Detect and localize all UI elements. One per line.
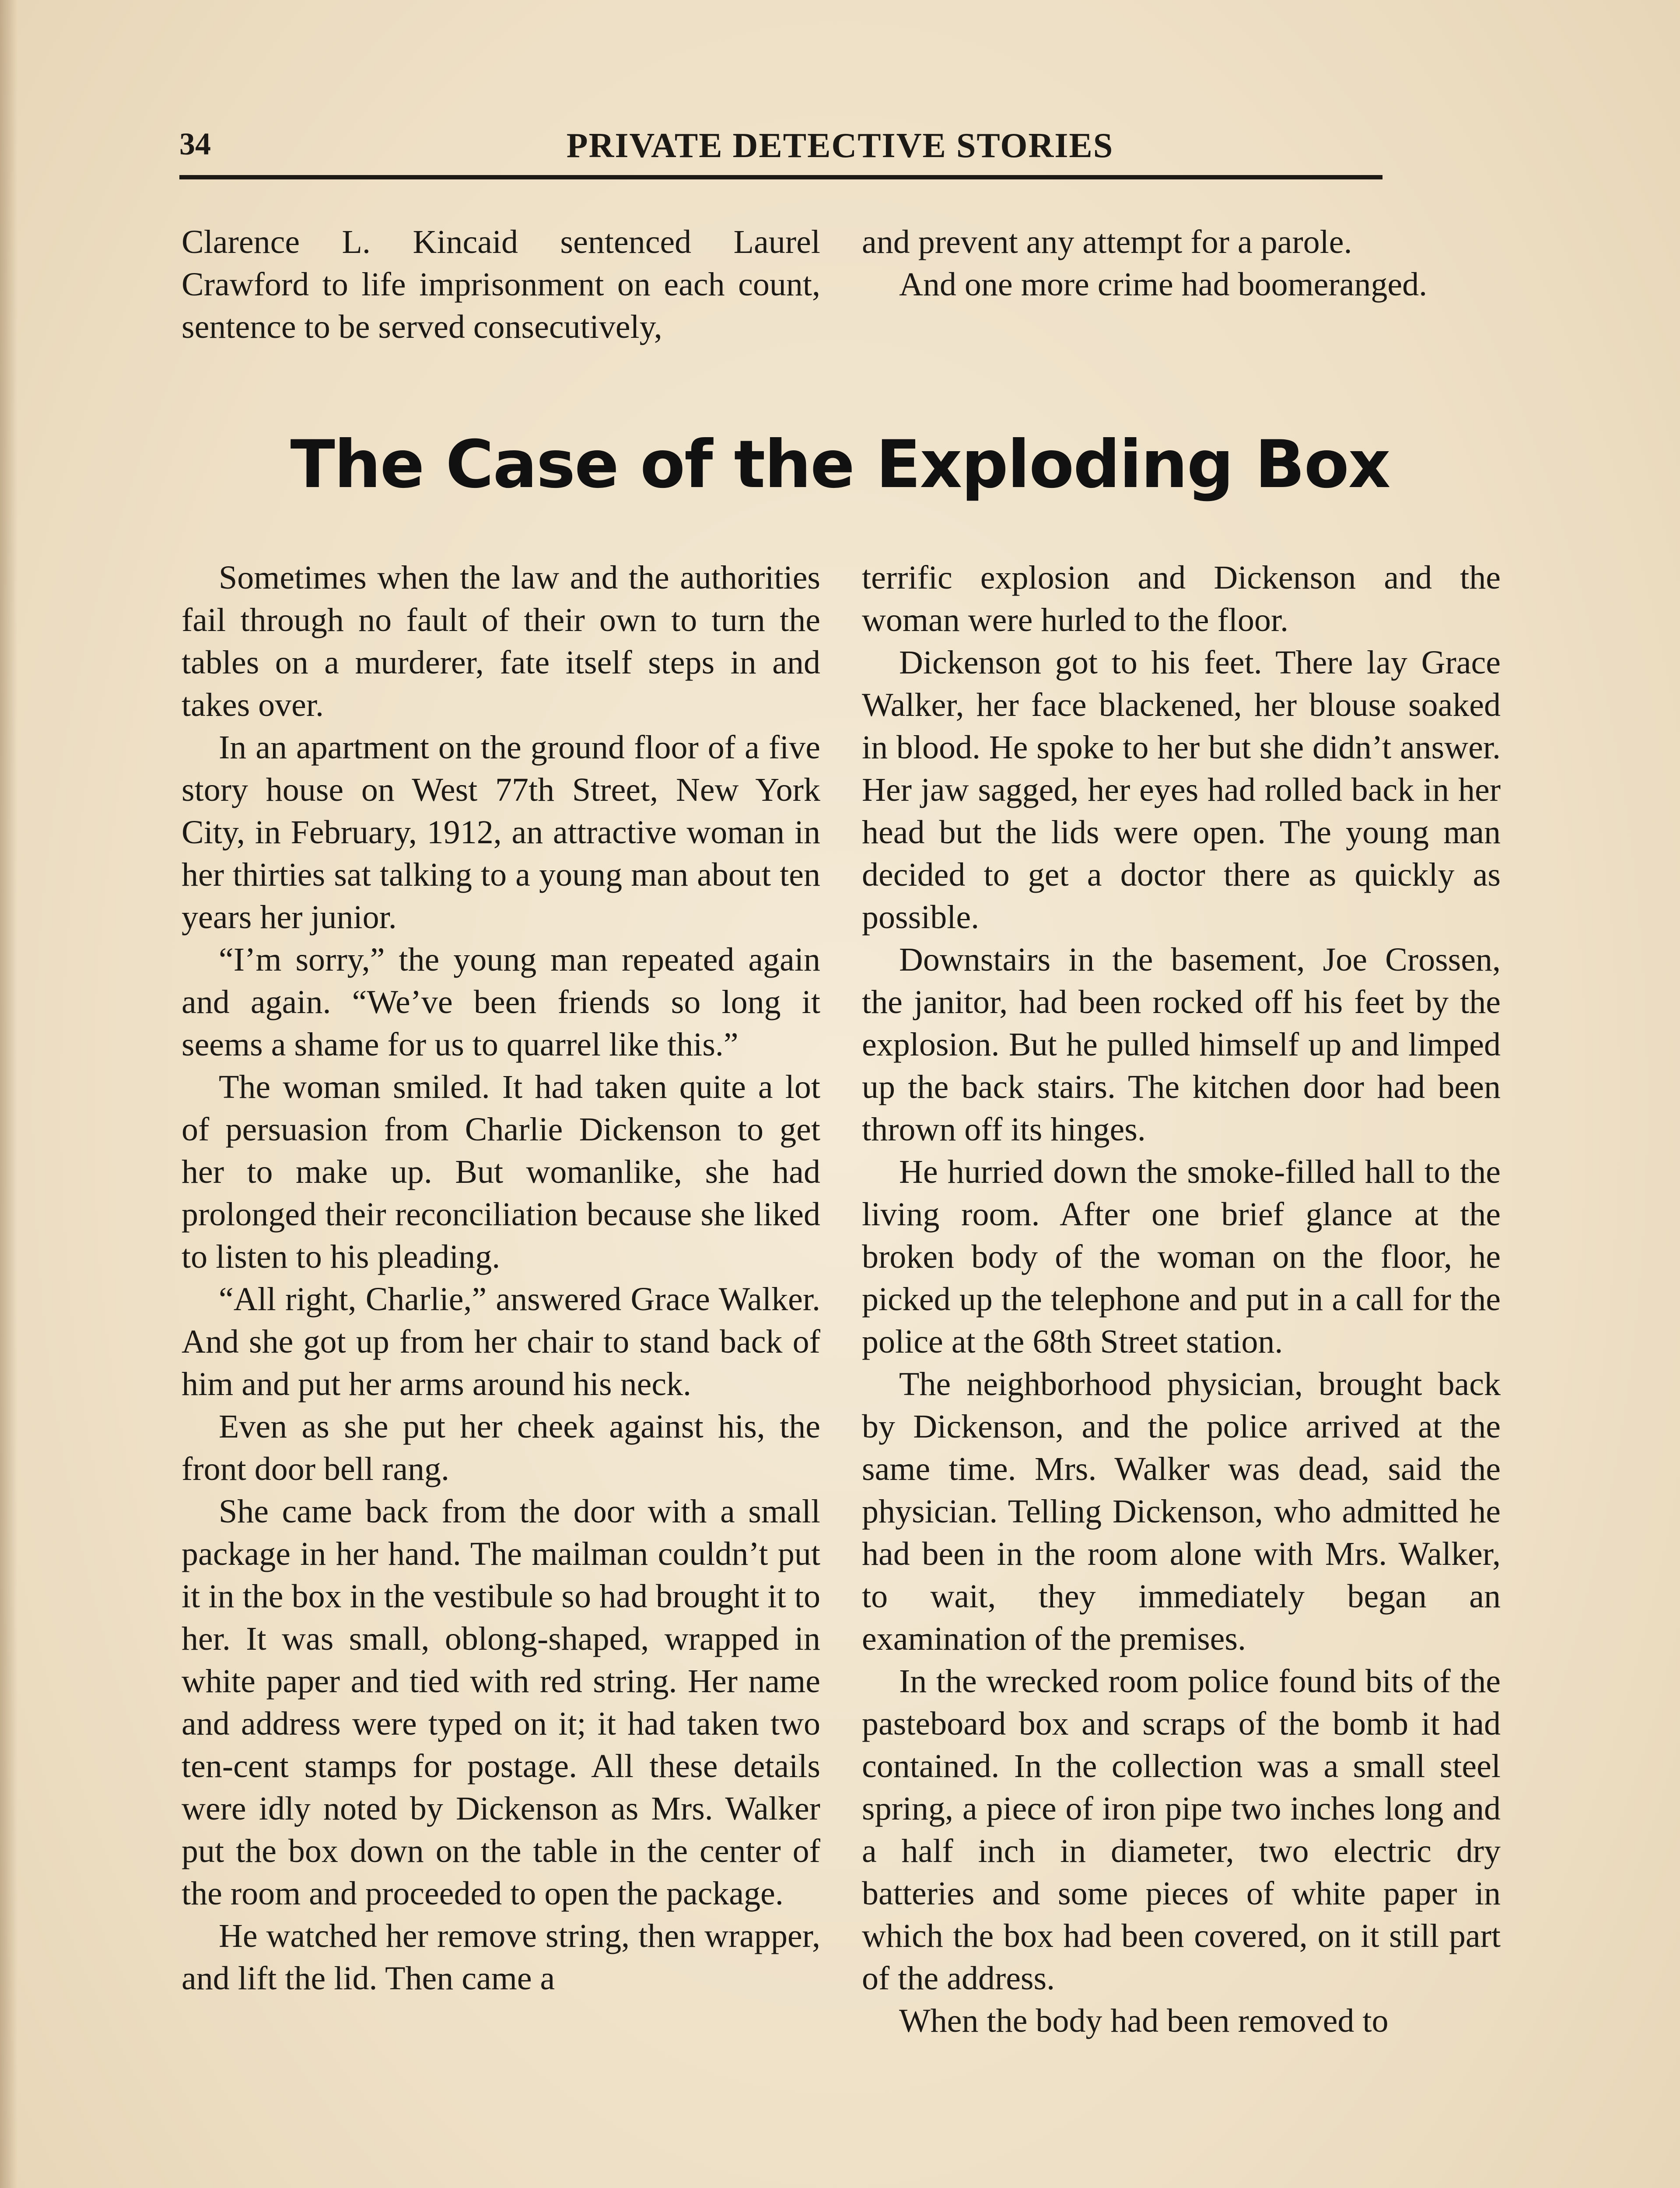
journal-title: PRIVATE DETECTIVE STORIES xyxy=(566,126,1114,165)
page-edge-shadow xyxy=(0,0,18,2188)
paragraph: He watched her remove string, then wrapper, and lift the lid. Then came a xyxy=(182,1918,820,1997)
header-rule xyxy=(179,175,1382,179)
paragraph: When the body had been removed to xyxy=(899,2002,1389,2039)
paragraph: “All right, Charlie,” answered Grace Walker. And she got up from her chair to stand back of him and put her arms around his neck. xyxy=(182,1281,820,1403)
article-left-column xyxy=(182,557,820,2000)
paragraph: The woman smiled. It had taken quite a lot of persuasion from Charlie Dickenson to get her to make up. But womanlike, she had prolonged their reconciliation because she liked to listen to his pleading. xyxy=(182,1069,820,1275)
paragraph: And one more crime had boomeranged. xyxy=(899,266,1428,303)
paragraph: Downstairs in the basement, Joe Crossen, the janitor, had been rocked off his feet by the explosion. But he pulled himself up and limped up the back stairs. The kitchen door had been thrown off its hinges. xyxy=(862,941,1501,1148)
page-number: 34 xyxy=(179,126,211,161)
paragraph: Even as she put her cheek against his, the front door bell rang. xyxy=(182,1408,820,1487)
paragraph: In the wrecked room police found bits of the pasteboard box and scraps of the bomb it had contained. In the collection was a small steel spring, a piece of iron pipe two inches long and a half inch in diameter, two electric dry batteries and some pieces of white paper in which the box had been covered, on it still part of the address. xyxy=(862,1663,1501,1997)
paragraph: “I’m sorry,” the young man repeated again and again. “We’ve been friends so long it seems a shame for us to quarrel like this.” xyxy=(182,941,820,1063)
article-right-column xyxy=(862,557,1501,2042)
paragraph: He hurried down the smoke-filled hall to the living room. After one brief glance at the broken body of the woman on the floor, he picked up the telephone and put in a call for the police at the 68th Street station. xyxy=(862,1154,1501,1360)
paragraph: She came back from the door with a small package in her hand. The mailman couldn’t put it in the box in the vestibule so had brought it to her. It was small, oblong-shaped, wrapped in white paper and tied with red string. Her name and address were typed on it; it had taken two ten-cent stamps for postage. All these details were idly noted by Dickenson as Mrs. Walker put the box down on the table in the center of the room and proceeded to open the package. xyxy=(182,1493,820,1912)
previous-story-right-column xyxy=(862,221,1501,306)
paragraph: The neighborhood physician, brought back by Dickenson, and the police arrived at the same time. Mrs. Walker was dead, said the physician. Telling Dickenson, who admitted he had been in the room alone with Mrs. Walker, to wait, they immediately began an examination of the premises. xyxy=(862,1366,1501,1657)
running-head xyxy=(0,123,1680,175)
article-title: The Case of the Exploding Box xyxy=(290,427,1390,503)
previous-story-left-column xyxy=(182,221,820,348)
paragraph: and prevent any attempt for a parole. xyxy=(862,224,1352,260)
paragraph: Dickenson got to his feet. There lay Grace Walker, her face blackened, her blouse soaked in blood. He spoke to her but she didn’t answer. Her jaw sagged, her eyes had rolled back in her head but the lids were open. The young man decided to get a doctor there as quickly as possible. xyxy=(862,644,1501,936)
paragraph: Sometimes when the law and the authorities fail through no fault of their own to turn the tables on a murderer, fate itself steps in and takes over. xyxy=(182,559,820,723)
paragraph: In an apartment on the ground floor of a five story house on West 77th Street, New York City, in February, 1912, an attractive woman in her thirties sat talking to a young man about ten years her junior. xyxy=(182,729,820,936)
paragraph: Clarence L. Kincaid sentenced Laurel Crawford to life imprisonment on each count, sentence to be served consecutively, xyxy=(182,224,820,345)
paragraph: terrific explosion and Dickenson and the woman were hurled to the floor. xyxy=(862,559,1501,638)
